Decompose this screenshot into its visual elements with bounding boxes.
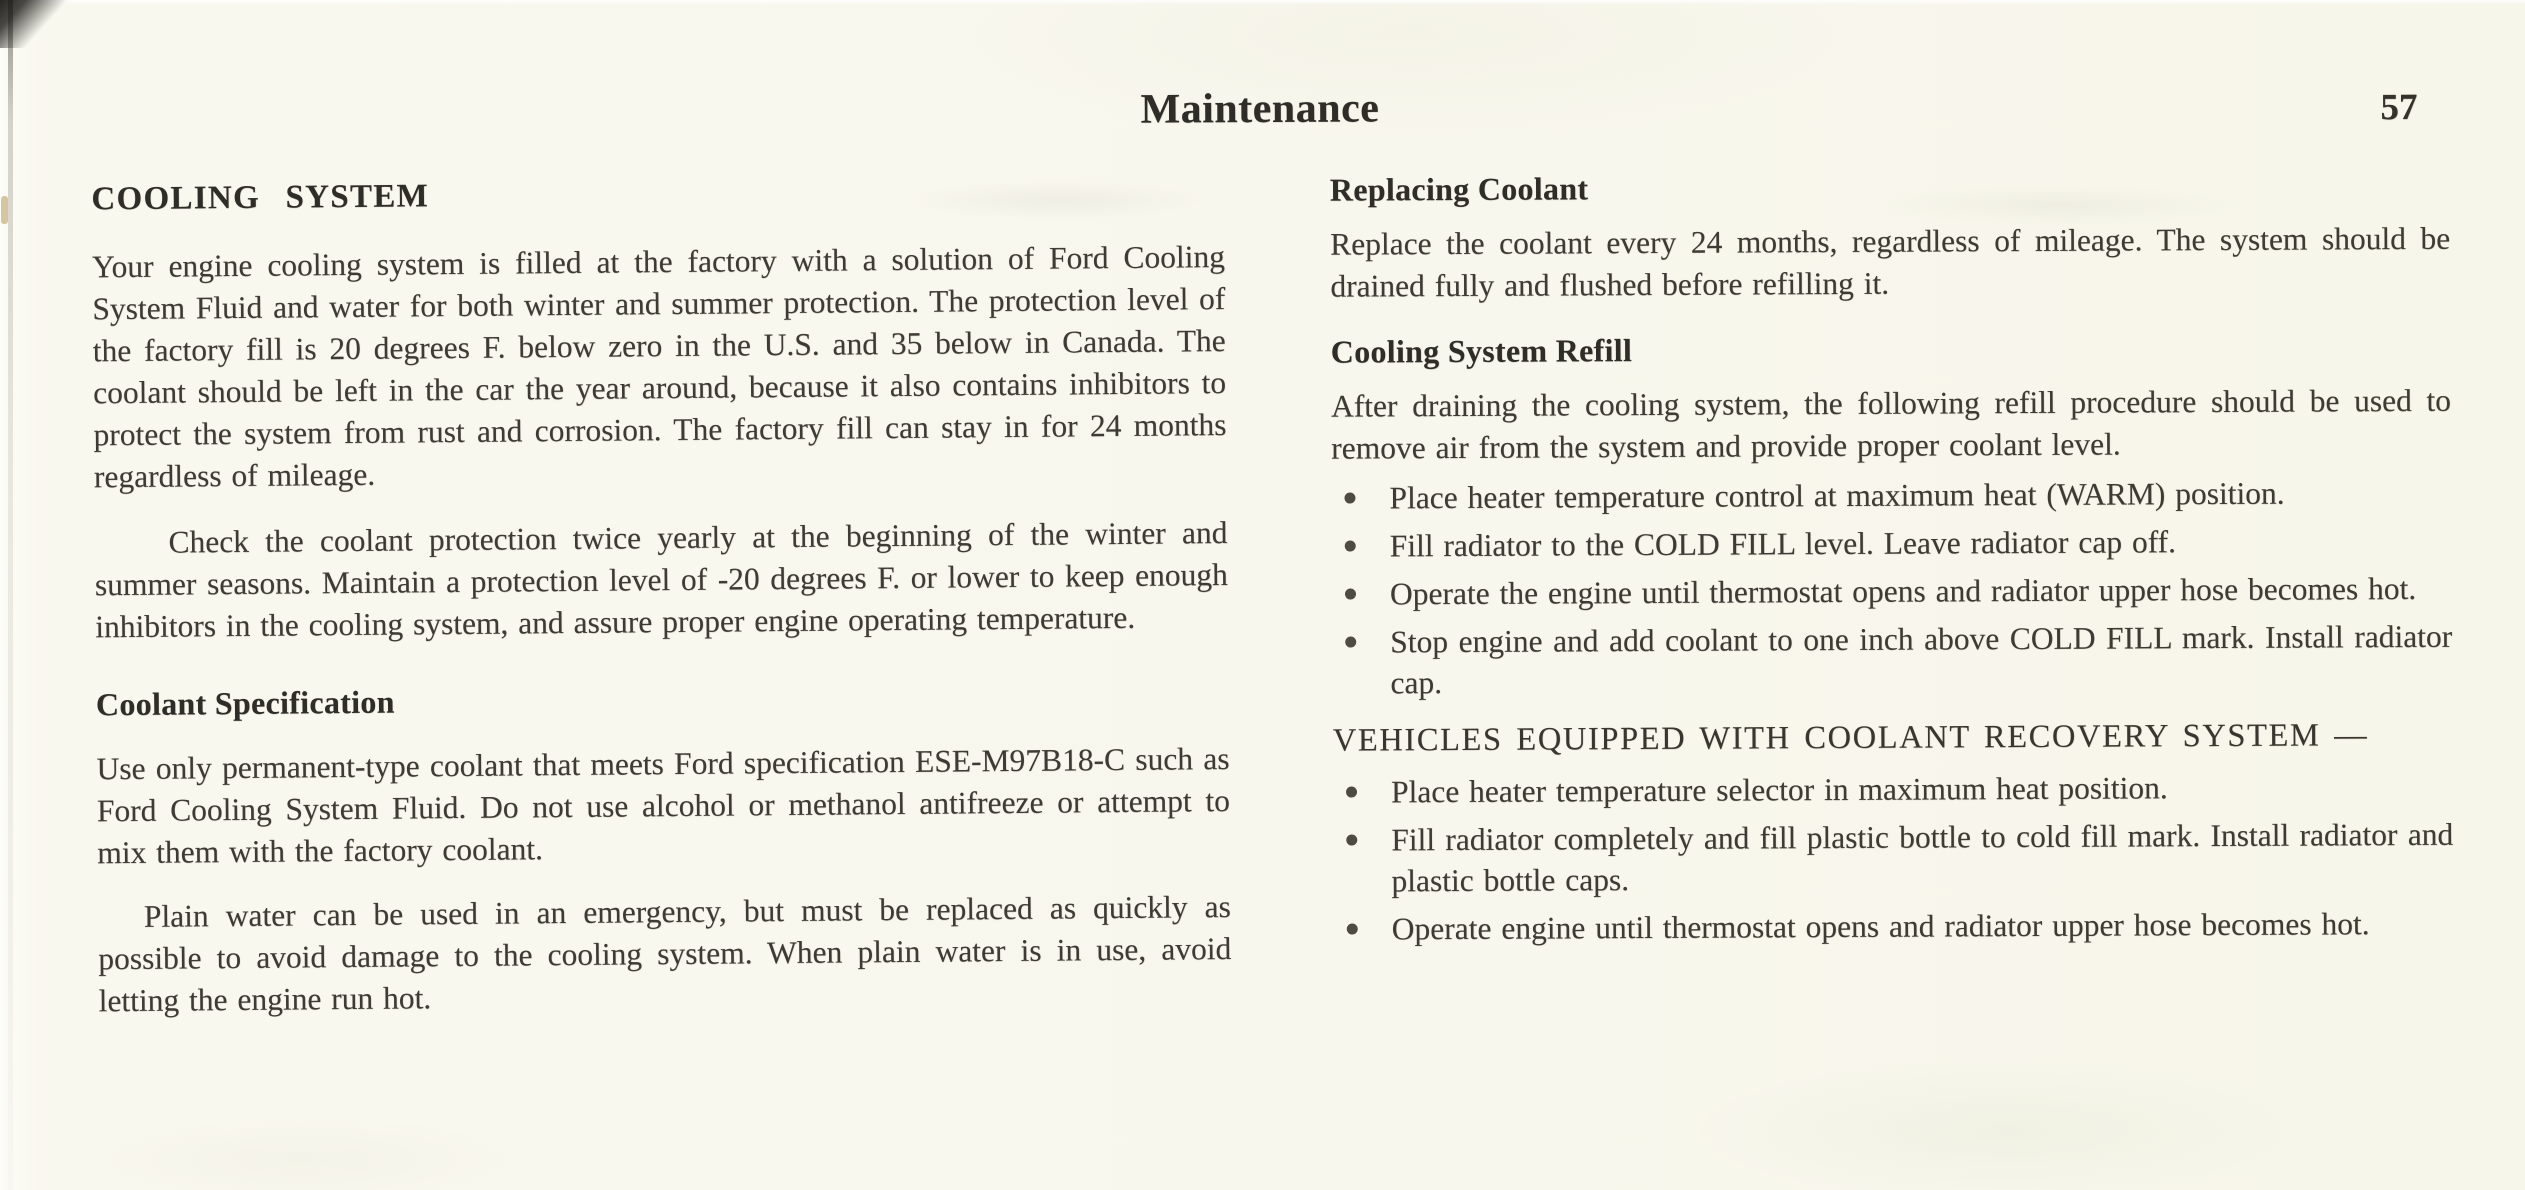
right-column bbox=[1330, 164, 2454, 957]
list-item bbox=[1332, 520, 2452, 567]
list-item bbox=[1333, 814, 2453, 902]
paragraph-coolant-protection-check: Check the coolant protection twice yearly at the beginning of the winter and summer seasons. Maintain a protection level of -20 degrees F. or lower to keep enough inhibitors in the cooling system, and assure proper engine operating temperature. bbox=[94, 515, 1228, 645]
paragraph-replacing-coolant: Replace the coolant every 24 months, regardless of mileage. The system should be drained fully and flushed before refilling it. bbox=[1330, 220, 2451, 304]
coolant-recovery-list bbox=[1333, 766, 2454, 950]
left-column bbox=[91, 168, 1232, 1022]
bullet-icon bbox=[1346, 787, 1357, 798]
bullet-text: Place heater temperature control at maximum heat (WARM) position. bbox=[1389, 475, 2285, 516]
bullet-text: Operate the engine until thermostat opens and radiator upper hose becomes hot. bbox=[1389, 570, 2417, 612]
bullet-icon bbox=[1345, 589, 1356, 600]
bullet-icon bbox=[1346, 835, 1357, 846]
list-item bbox=[1333, 766, 2453, 813]
paragraph-plain-water-warning: Plain water can be used in an emergency, but must be replaced as quickly as possible to avoid damage to the cooling system. When plain water is in use, avoid letting the engine run hot. bbox=[98, 888, 1232, 1019]
page-title: Maintenance bbox=[1140, 85, 1380, 133]
bullet-text: Stop engine and add coolant to one inch above COLD FILL mark. Install radiator cap. bbox=[1390, 618, 2453, 701]
list-item bbox=[1332, 616, 2452, 704]
paragraph-cooling-system-refill: After draining the cooling system, the following refill procedure should be used to remove air from the system and provide proper coolant level. bbox=[1330, 382, 2452, 466]
subsection-heading-replacing-coolant: Replacing Coolant bbox=[1329, 170, 1589, 208]
bullet-icon bbox=[1344, 493, 1355, 504]
paragraph-coolant-specification: Use only permanent-type coolant that meets Ford specification ESE-M97B18-C such as Ford Cooling System Fluid. Do not use alcohol or methanol antifreeze or attempt to mix them with the factory coolant. bbox=[96, 740, 1231, 871]
refill-procedure-list bbox=[1331, 472, 2452, 704]
section-heading-cooling-system: COOLING SYSTEM bbox=[91, 178, 430, 218]
list-item bbox=[1332, 568, 2452, 615]
page-number: 57 bbox=[2380, 86, 2418, 129]
bullet-text: Fill radiator to the COLD FILL level. Leave radiator cap off. bbox=[1389, 524, 2177, 564]
bullet-icon bbox=[1347, 924, 1358, 935]
list-item bbox=[1331, 472, 2451, 519]
paragraph-cooling-system-intro: Your engine cooling system is filled at the factory with a solution of Ford Cooling System Fluid and water for both winter and summer protection. The protection level of the factory fill is 20 degrees F. below zero in the U.S. and 35 below in Canada. The coolant should be left in the car the year around, because it also contains inhibitors to protect the system from rust and corrosion. The factory fill can stay in for 24 months regardless of mileage. bbox=[91, 239, 1227, 495]
bullet-text: Fill radiator completely and fill plastic bottle to cold fill mark. Install radiator and plastic bottle caps. bbox=[1391, 816, 2454, 899]
bullet-icon bbox=[1345, 637, 1356, 648]
subsection-heading-coolant-specification: Coolant Specification bbox=[95, 683, 395, 723]
list-item bbox=[1334, 903, 2454, 950]
subsection-heading-cooling-system-refill: Cooling System Refill bbox=[1330, 332, 1633, 370]
bullet-text: Operate engine until thermostat opens and radiator upper hose becomes hot. bbox=[1391, 906, 2370, 947]
bullet-text: Place heater temperature selector in maximum heat position. bbox=[1390, 770, 2168, 810]
subsection-heading-coolant-recovery-system: VEHICLES EQUIPPED WITH COOLANT RECOVERY SYSTEM — bbox=[1332, 717, 2369, 759]
bullet-icon bbox=[1345, 541, 1356, 552]
